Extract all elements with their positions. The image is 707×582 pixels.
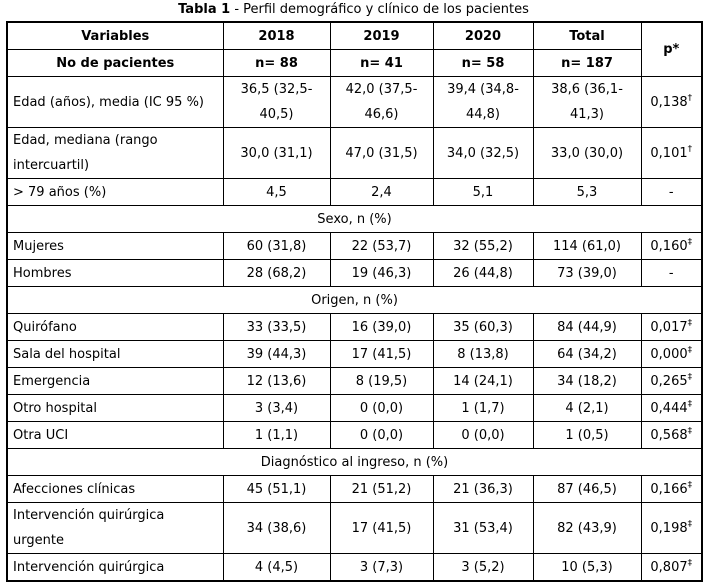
row-label-cell: Sala del hospital <box>7 341 223 368</box>
value-cell: 21 (36,3) <box>433 476 533 503</box>
p-value-cell: 0,138† <box>641 77 702 128</box>
value-cell: 64 (34,2) <box>533 341 641 368</box>
column-header-2019: 2019 <box>330 22 433 50</box>
row-label-cell: Edad, mediana (rango intercuartil) <box>7 128 223 179</box>
column-header-variables: Variables <box>7 22 223 50</box>
table-row <box>7 233 702 260</box>
section-row <box>7 287 702 314</box>
p-value-cell: 0,166‡ <box>641 476 702 503</box>
p-value-cell: 0,198‡ <box>641 503 702 554</box>
table-row <box>7 179 702 206</box>
p-superscript: ‡ <box>687 426 693 437</box>
value-cell: 10 (5,3) <box>533 554 641 582</box>
column-header-total: Total <box>533 22 641 50</box>
value-cell: 14 (24,1) <box>433 368 533 395</box>
table-row <box>7 128 702 179</box>
row-label-cell: Quirófano <box>7 314 223 341</box>
p-superscript: ‡ <box>687 237 693 248</box>
p-value-cell: 0,444‡ <box>641 395 702 422</box>
value-cell: 28 (68,2) <box>223 260 330 287</box>
p-value-cell: - <box>641 260 702 287</box>
p-value-cell: 0,101† <box>641 128 702 179</box>
value-cell: 4,5 <box>223 179 330 206</box>
subheader-label: No de pacientes <box>7 50 223 77</box>
row-label-cell: Edad (años), media (IC 95 %) <box>7 77 223 128</box>
value-cell: 33 (33,5) <box>223 314 330 341</box>
p-value-cell: 0,265‡ <box>641 368 702 395</box>
p-superscript: ‡ <box>687 558 693 569</box>
p-value-cell: 0,807‡ <box>641 554 702 582</box>
value-cell: 84 (44,9) <box>533 314 641 341</box>
value-cell: 17 (41,5) <box>330 503 433 554</box>
column-header-p: p* <box>641 22 702 77</box>
p-superscript: ‡ <box>687 519 693 530</box>
p-value-cell: 0,568‡ <box>641 422 702 449</box>
value-cell: 39,4 (34,8-44,8) <box>433 77 533 128</box>
table-row <box>7 260 702 287</box>
value-cell: 21 (51,2) <box>330 476 433 503</box>
p-superscript: † <box>687 93 693 104</box>
row-label-cell: Mujeres <box>7 233 223 260</box>
value-cell: 34 (38,6) <box>223 503 330 554</box>
value-cell: 34,0 (32,5) <box>433 128 533 179</box>
header-row <box>7 22 702 50</box>
row-label-cell: Intervención quirúrgica urgente <box>7 503 223 554</box>
value-cell: 45 (51,1) <box>223 476 330 503</box>
value-cell: 34 (18,2) <box>533 368 641 395</box>
value-cell: 114 (61,0) <box>533 233 641 260</box>
p-value-cell: 0,000‡ <box>641 341 702 368</box>
value-cell: 82 (43,9) <box>533 503 641 554</box>
subheader-count-2018: n= 88 <box>223 50 330 77</box>
subheader-row <box>7 50 702 77</box>
row-label-cell: Intervención quirúrgica <box>7 554 223 582</box>
value-cell: 31 (53,4) <box>433 503 533 554</box>
value-cell: 1 (1,1) <box>223 422 330 449</box>
value-cell: 1 (0,5) <box>533 422 641 449</box>
row-label-cell: Otro hospital <box>7 395 223 422</box>
row-label-cell: Hombres <box>7 260 223 287</box>
value-cell: 19 (46,3) <box>330 260 433 287</box>
value-cell: 0 (0,0) <box>433 422 533 449</box>
section-header-cell: Sexo, n (%) <box>7 206 702 233</box>
value-cell: 36,5 (32,5-40,5) <box>223 77 330 128</box>
p-superscript: † <box>687 144 693 155</box>
value-cell: 22 (53,7) <box>330 233 433 260</box>
value-cell: 8 (13,8) <box>433 341 533 368</box>
subheader-count-2019: n= 41 <box>330 50 433 77</box>
p-value-cell: 0,160‡ <box>641 233 702 260</box>
table-row <box>7 503 702 554</box>
value-cell: 3 (5,2) <box>433 554 533 582</box>
table-row <box>7 314 702 341</box>
value-cell: 38,6 (36,1-41,3) <box>533 77 641 128</box>
value-cell: 3 (3,4) <box>223 395 330 422</box>
p-value-cell: - <box>641 179 702 206</box>
table-row <box>7 395 702 422</box>
value-cell: 4 (2,1) <box>533 395 641 422</box>
row-label-cell: Otra UCI <box>7 422 223 449</box>
row-label-cell: > 79 años (%) <box>7 179 223 206</box>
value-cell: 35 (60,3) <box>433 314 533 341</box>
value-cell: 16 (39,0) <box>330 314 433 341</box>
demographics-table <box>6 21 703 582</box>
table-title-text: - Perfil demográfico y clínico de los pacientes <box>230 2 529 17</box>
value-cell: 0 (0,0) <box>330 395 433 422</box>
section-header-cell: Origen, n (%) <box>7 287 702 314</box>
table-row <box>7 476 702 503</box>
value-cell: 42,0 (37,5-46,6) <box>330 77 433 128</box>
column-header-2020: 2020 <box>433 22 533 50</box>
value-cell: 32 (55,2) <box>433 233 533 260</box>
section-row <box>7 206 702 233</box>
value-cell: 3 (7,3) <box>330 554 433 582</box>
value-cell: 47,0 (31,5) <box>330 128 433 179</box>
value-cell: 4 (4,5) <box>223 554 330 582</box>
table-row <box>7 341 702 368</box>
p-value-cell: 0,017‡ <box>641 314 702 341</box>
value-cell: 8 (19,5) <box>330 368 433 395</box>
table-row <box>7 422 702 449</box>
row-label-cell: Emergencia <box>7 368 223 395</box>
p-superscript: ‡ <box>687 480 693 491</box>
value-cell: 30,0 (31,1) <box>223 128 330 179</box>
table-title-number: Tabla 1 <box>178 2 231 17</box>
value-cell: 87 (46,5) <box>533 476 641 503</box>
value-cell: 26 (44,8) <box>433 260 533 287</box>
table-row <box>7 368 702 395</box>
table-row <box>7 77 702 128</box>
value-cell: 2,4 <box>330 179 433 206</box>
p-superscript: ‡ <box>687 345 693 356</box>
value-cell: 73 (39,0) <box>533 260 641 287</box>
p-superscript: ‡ <box>687 399 693 410</box>
subheader-count-total: n= 187 <box>533 50 641 77</box>
value-cell: 39 (44,3) <box>223 341 330 368</box>
section-row <box>7 449 702 476</box>
subheader-count-2020: n= 58 <box>433 50 533 77</box>
value-cell: 5,1 <box>433 179 533 206</box>
column-header-2018: 2018 <box>223 22 330 50</box>
value-cell: 33,0 (30,0) <box>533 128 641 179</box>
section-header-cell: Diagnóstico al ingreso, n (%) <box>7 449 702 476</box>
row-label-cell: Afecciones clínicas <box>7 476 223 503</box>
p-superscript: ‡ <box>687 372 693 383</box>
table-title <box>0 0 707 19</box>
p-superscript: ‡ <box>687 318 693 329</box>
value-cell: 17 (41,5) <box>330 341 433 368</box>
table-row <box>7 554 702 582</box>
value-cell: 0 (0,0) <box>330 422 433 449</box>
value-cell: 12 (13,6) <box>223 368 330 395</box>
value-cell: 60 (31,8) <box>223 233 330 260</box>
value-cell: 1 (1,7) <box>433 395 533 422</box>
value-cell: 5,3 <box>533 179 641 206</box>
